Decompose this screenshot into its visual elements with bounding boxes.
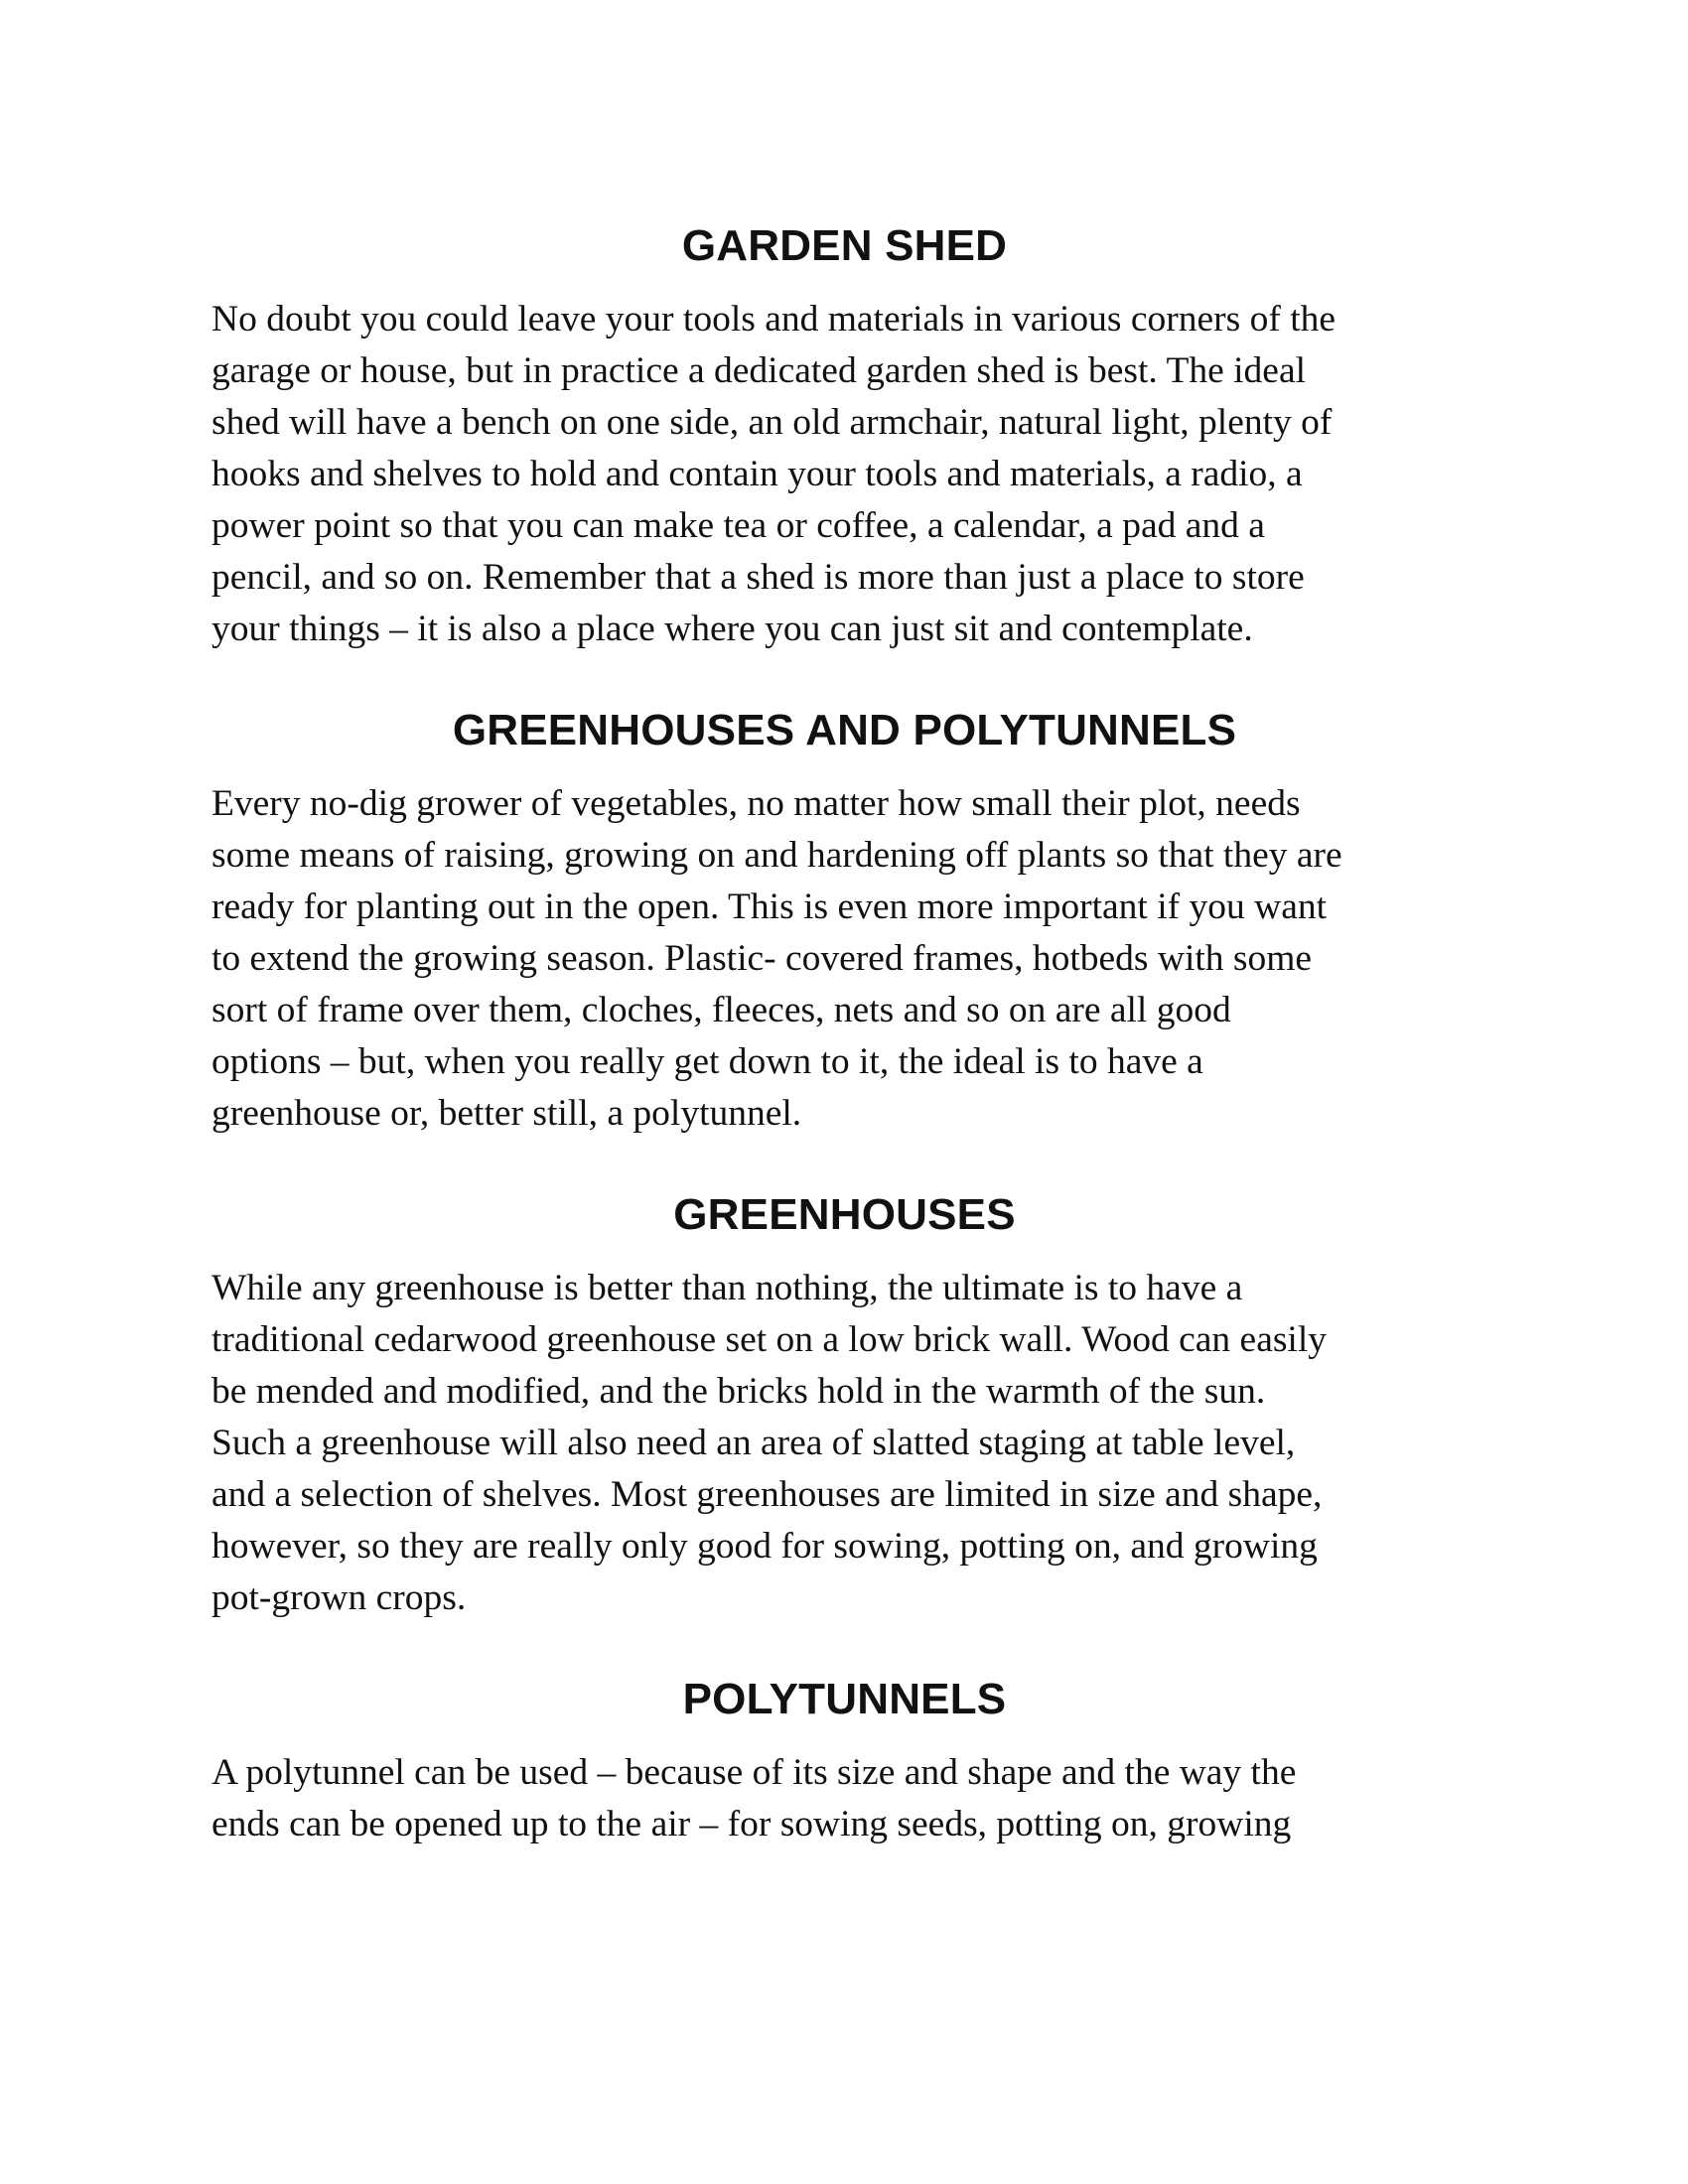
- section-paragraph: [211, 1263, 1477, 1624]
- paragraph-line: your things – it is also a place where you can just sit and contemplate.: [211, 609, 1253, 649]
- paragraph-line: pencil, and so on. Remember that a shed is more than just a place to store: [211, 557, 1305, 598]
- section-spacer: [211, 1140, 1477, 1189]
- paragraph-line: pot-grown crops.: [211, 1577, 467, 1618]
- paragraph-line: While any greenhouse is better than nothing, the ultimate is to have a: [211, 1268, 1243, 1308]
- paragraph-line: garage or house, but in practice a dedicated garden shed is best. The ideal: [211, 350, 1307, 391]
- section-garden-shed: [211, 220, 1477, 655]
- paragraph-line: power point so that you can make tea or coffee, a calendar, a pad and a: [211, 505, 1265, 546]
- paragraph-line: and a selection of shelves. Most greenhouses are limited in size and shape,: [211, 1474, 1323, 1515]
- paragraph-line: shed will have a bench on one side, an old armchair, natural light, plenty of: [211, 402, 1333, 443]
- section-spacer: [211, 1624, 1477, 1674]
- paragraph-line: ends can be opened up to the air – for sowing seeds, potting on, growing: [211, 1804, 1292, 1844]
- section-greenhouses: [211, 1189, 1477, 1624]
- section-paragraph: [211, 778, 1477, 1140]
- paragraph-line: No doubt you could leave your tools and materials in various corners of the: [211, 299, 1336, 340]
- paragraph-line: traditional cedarwood greenhouse set on a low brick wall. Wood can easily: [211, 1319, 1328, 1360]
- paragraph-line: hooks and shelves to hold and contain your tools and materials, a radio, a: [211, 454, 1303, 494]
- section-paragraph: [211, 1747, 1477, 1850]
- section-paragraph: [211, 294, 1477, 655]
- section-heading: GREENHOUSES AND POLYTUNNELS: [452, 706, 1237, 754]
- paragraph-line: to extend the growing season. Plastic- covered frames, hotbeds with some: [211, 938, 1313, 979]
- document-page: [211, 220, 1477, 1850]
- paragraph-line: sort of frame over them, cloches, fleeces, nets and so on are all good: [211, 990, 1231, 1030]
- paragraph-line: A polytunnel can be used – because of its size and shape and the way the: [211, 1752, 1297, 1793]
- paragraph-line: Such a greenhouse will also need an area of slatted staging at table level,: [211, 1423, 1296, 1463]
- section-heading: POLYTUNNELS: [682, 1675, 1007, 1723]
- paragraph-line: greenhouse or, better still, a polytunnel.: [211, 1093, 802, 1134]
- section-heading: GREENHOUSES: [673, 1190, 1016, 1239]
- section-greenhouses-and-polytunnels: [211, 705, 1477, 1140]
- paragraph-line: be mended and modified, and the bricks hold in the warmth of the sun.: [211, 1371, 1266, 1412]
- paragraph-line: Every no-dig grower of vegetables, no matter how small their plot, needs: [211, 783, 1301, 824]
- paragraph-line: some means of raising, growing on and hardening off plants so that they are: [211, 835, 1342, 876]
- section-spacer: [211, 655, 1477, 705]
- paragraph-line: however, so they are really only good for sowing, potting on, and growing: [211, 1526, 1318, 1567]
- paragraph-line: ready for planting out in the open. This is even more important if you want: [211, 887, 1328, 927]
- section-polytunnels: [211, 1674, 1477, 1850]
- paragraph-line: options – but, when you really get down to it, the ideal is to have a: [211, 1041, 1203, 1082]
- section-heading: GARDEN SHED: [681, 221, 1008, 270]
